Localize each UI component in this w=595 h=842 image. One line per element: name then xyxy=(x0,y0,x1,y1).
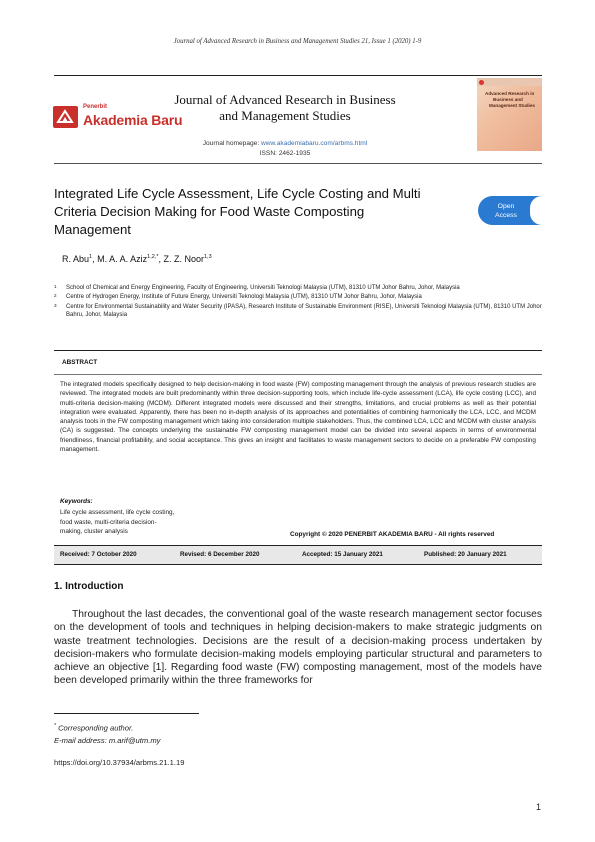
footnote-mark: * xyxy=(54,723,56,729)
affiliation-item xyxy=(54,293,542,301)
cover-line: Management Studies xyxy=(489,102,535,108)
journal-homepage xyxy=(160,140,410,147)
cover-text xyxy=(485,91,541,108)
open-access-line: Open xyxy=(497,203,515,210)
corresponding-author-text: Corresponding author. xyxy=(58,723,134,733)
badge-notch xyxy=(530,196,542,225)
footnote-email: E-mail address: m.arif@utm.my xyxy=(54,735,161,745)
cover-line: Business and xyxy=(493,96,523,102)
logo-main-text: Akademia Baru xyxy=(83,112,183,128)
body-paragraph: Throughout the last decades, the conventional goal of the waste research management sector focuses on the development of tools and techniques in helping decision-makers to make strategic judgments on waste treatment technologies. Decisions are the result of a decision-making process undertaken by decision-makers who formulate decision-making models employing particular structural and parameters to achieve an objective [1]. Regarding food waste (FW) composting management, most of the models have been developed primarily within the three frameworks for xyxy=(54,609,542,687)
cover-line: Advanced Research in xyxy=(485,91,535,96)
affiliation-number: 2 xyxy=(54,293,57,299)
homepage-link[interactable]: www.akademiabaru.com/arbms.html xyxy=(261,140,368,147)
abstract-text: The integrated models specifically designed to help decision-making in food waste (FW) composting management through the analysis of previous research studies are reviewed. The integrated models are built predominantly within three decision-supporting tools, which include life-cycle assessment (LCA), life cycle costing (LCC), and multi-criteria decision-making (MCDM). Different integrated models were discussed and their strengths, limitations, and crucial problems as well as their potential integration were evaluated. Apparently, there has been no in-depth analysis of its approaches and potentialities of combining harmonically the LCA, LCC, and MCDM analysis tools in the FW composting management which taking into consideration multiple stakeholders. Thus, the combined LCA, LCC and MCDM with cluster analysis (CA) is suggested. The concepts underlying the sustainable FW composting management model can be divided into several aspects in terms of environmental friendliness, financial profitability, and social acceptance. This gives an insight and facilitates to waste management sectors to decide on a preferable FW composting management. xyxy=(60,381,536,454)
keywords-line: food waste, multi-criteria decision- xyxy=(60,518,157,526)
author-name: Z. Z. Noor xyxy=(163,254,204,264)
journal-cover-image xyxy=(477,78,542,151)
abstract-label: ABSTRACT xyxy=(62,359,98,366)
abstract-divider xyxy=(54,374,542,375)
logo-small-text: Penerbit xyxy=(83,104,108,110)
article-dates-bar xyxy=(54,545,542,565)
received-date: Received: 7 October 2020 xyxy=(60,551,137,558)
paper-title-line: Integrated Life Cycle Assessment, Life Cycle Costing and Multi xyxy=(54,186,421,201)
footnote xyxy=(54,720,160,747)
author-affil-sup: 1,2,* xyxy=(147,254,159,260)
author-affil-sup: 1,3 xyxy=(204,254,212,260)
affiliation-number: 1 xyxy=(54,284,57,289)
journal-title-line: and Management Studies xyxy=(219,107,351,123)
published-date: Published: 20 January 2021 xyxy=(424,551,507,558)
keywords-text xyxy=(60,508,210,537)
affiliation-text: School of Chemical and Energy Engineering, Faculty of Engineering, Universiti Teknologi Malaysia (UTM), 81310 UTM Johor Bahru, Johor, Malaysia xyxy=(66,285,460,291)
cover-logo-icon xyxy=(479,80,484,85)
accepted-date: Accepted: 15 January 2021 xyxy=(302,551,383,558)
affiliation-number: 3 xyxy=(54,302,57,308)
affiliation-item xyxy=(54,284,542,292)
revised-date: Revised: 6 December 2020 xyxy=(180,551,260,558)
keywords-line: Life cycle assessment, life cycle costing, xyxy=(60,509,175,516)
author-name: R. Abu xyxy=(62,254,90,264)
keywords-line: making, cluster analysis xyxy=(60,528,128,536)
issn: ISSN: 2462-1935 xyxy=(259,150,311,157)
paper-title-line: Criteria Decision Making for Food Waste Composting xyxy=(54,204,365,219)
author-list: R. Abu$^1$, M. A. A. Aziz$^{1,2,*}$, Z. Z. Noor$^{1,3}$ xyxy=(62,254,212,264)
footnote-rule xyxy=(54,713,199,714)
section-heading: 1. Introduction xyxy=(54,581,124,592)
journal-title-line: Journal of Advanced Research in Business xyxy=(174,92,396,107)
running-head: Journal of Advanced Research in Business and Management Studies 21, Issue 1 (2020) 1-9 xyxy=(173,38,422,45)
logo-mark-icon xyxy=(53,106,78,128)
doi-link[interactable]: https://doi.org/10.37934/arbms.21.1.19 xyxy=(54,758,185,767)
journal-title xyxy=(160,92,410,123)
author-affil-sup: 1 xyxy=(89,254,93,260)
open-access-badge[interactable] xyxy=(478,196,542,225)
page-number: 1 xyxy=(536,802,542,812)
footnote-corresponding xyxy=(54,720,160,735)
copyright-notice: Copyright © 2020 PENERBIT AKADEMIA BARU - All rights reserved xyxy=(290,531,495,538)
abstract-top-rule xyxy=(54,350,542,351)
affiliation-text: Centre for Environmental Sustainability and Water Security (IPASA), Research Institute of Sustainable Environment (RISE), Universiti Teknologi Malaysia (UTM), 81310 UTM Johor Bahru, Johor, Malaysia xyxy=(66,303,542,319)
top-rule xyxy=(54,75,542,76)
cover-band xyxy=(477,78,542,86)
homepage-label: Journal homepage: xyxy=(202,140,260,147)
header-divider xyxy=(54,163,542,164)
author-name: M. A. A. Aziz xyxy=(97,254,148,264)
affiliations xyxy=(54,284,542,321)
paper-title xyxy=(54,185,454,239)
affiliation-text: Centre of Hydrogen Energy, Institute of Future Energy, Universiti Teknologi Malaysia (UTM), 81310 UTM Johor Bahru, Johor, Malaysia xyxy=(66,294,422,301)
affiliation-item xyxy=(54,303,542,320)
publisher-logo xyxy=(53,102,183,132)
open-access-line: Access xyxy=(495,212,517,219)
keywords-label: Keywords: xyxy=(60,498,93,505)
paper-title-line: Management xyxy=(54,222,131,237)
